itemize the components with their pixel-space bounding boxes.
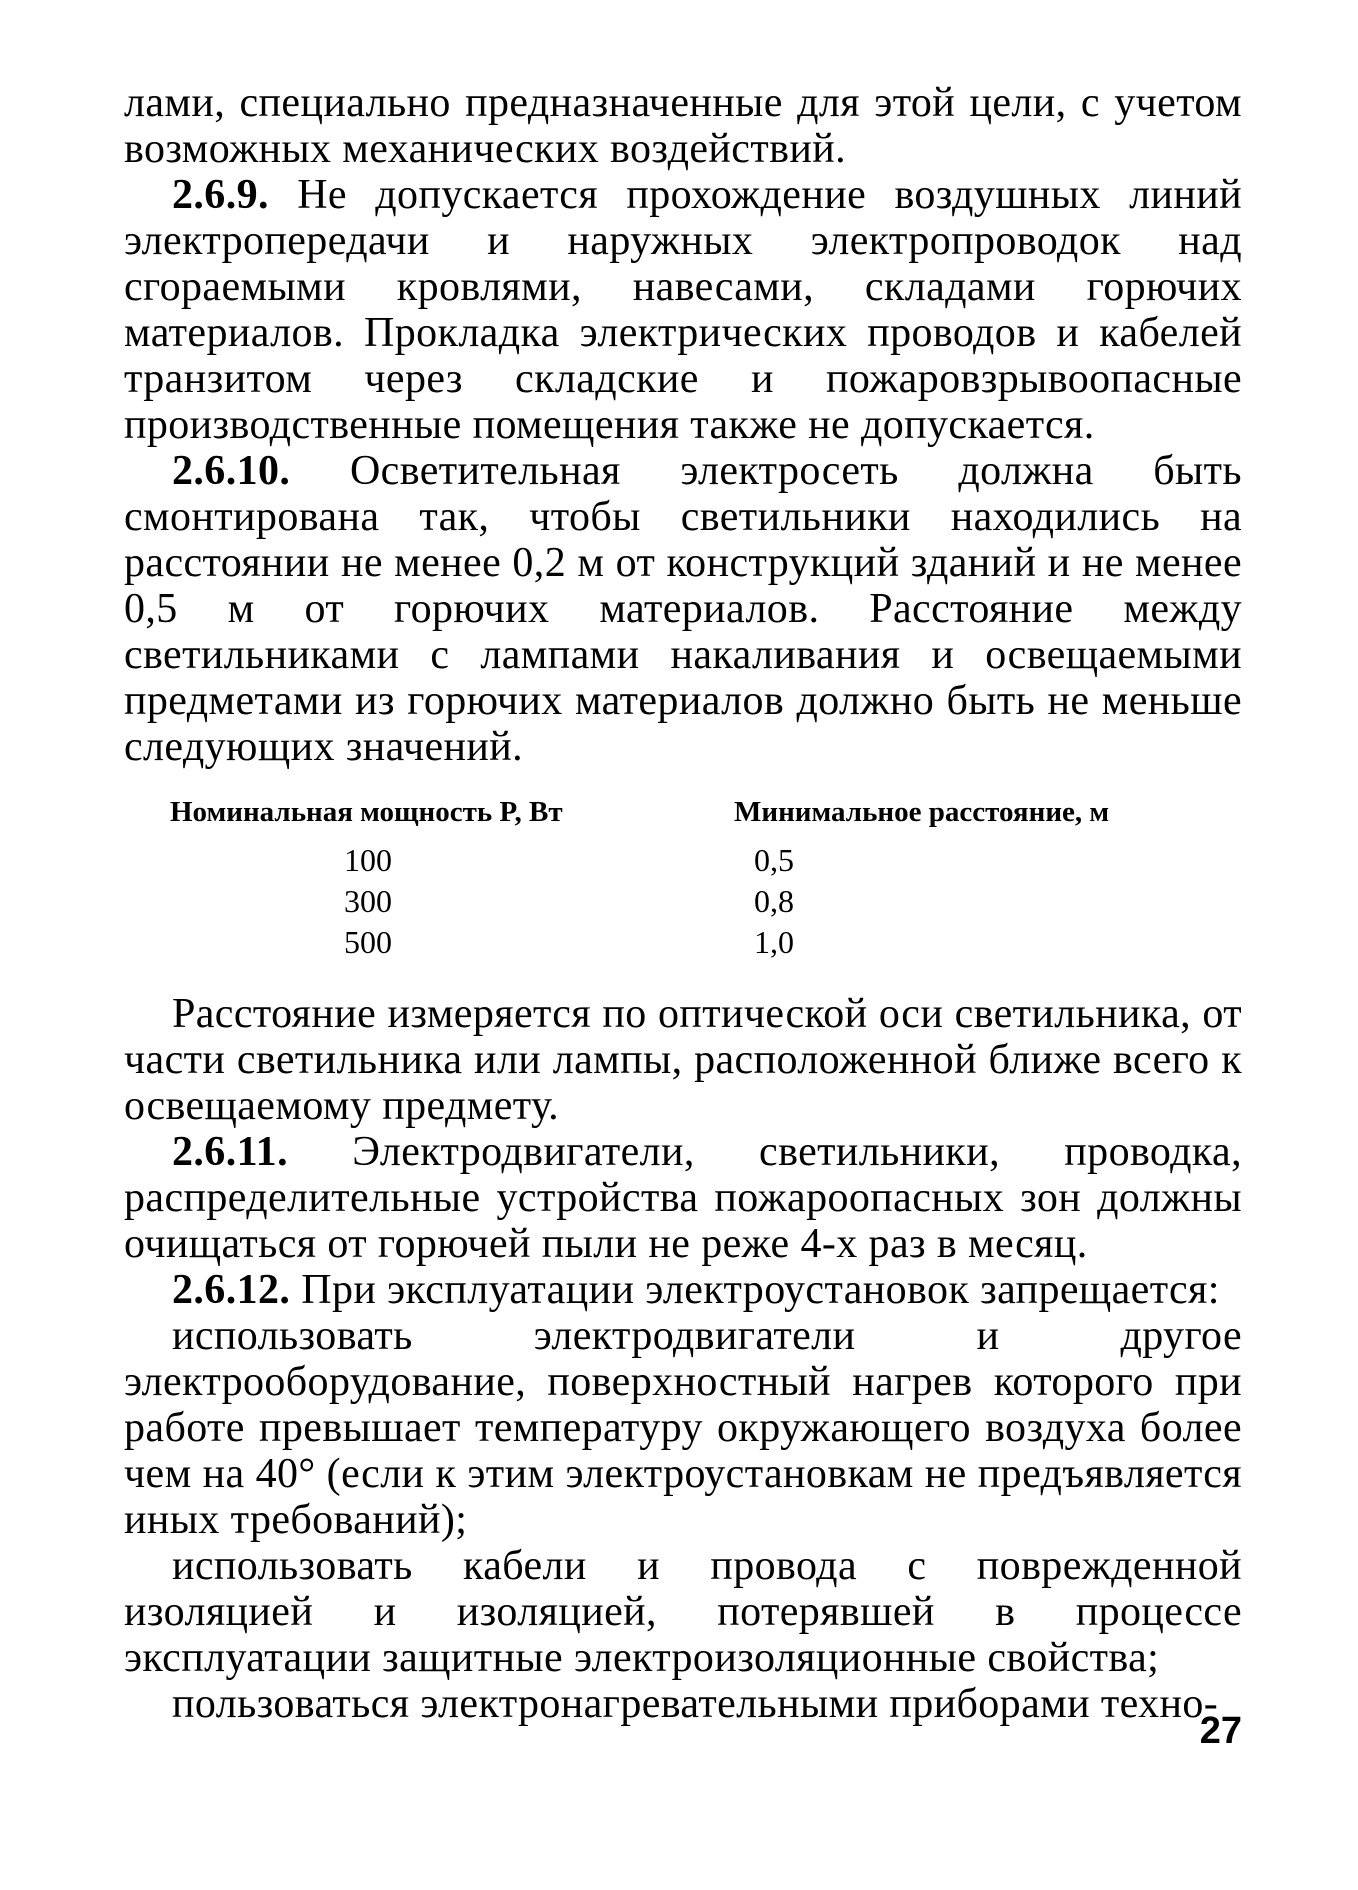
paragraph-2-6-11 [124,1129,1242,1267]
paragraph-text: Не допускается прохождение воздушных линий электропередачи и наружных электропроводок над сгораемыми кровлями, навесами, складами горючих материалов. Прокладка электрических проводов и кабелей транзитом через складские и пожаровзрывоопасные производственные помещения также не допускается. [124,172,1242,448]
table-row [124,842,1242,883]
paragraph-text: Осветительная электросеть должна быть смонтирована так, чтобы светильники находились на расстоянии не менее 0,2 м от конструкций зданий и не менее 0,5 м от горючих материалов. Расстояние между светильниками с лампами накаливания и освещаемыми предметами из горючих материалов должно быть не меньше следующих значений. [124,448,1242,770]
power-cell: 100 [344,842,392,878]
distance-cell: 0,8 [754,883,794,919]
paragraph-text: При эксплуатации электроустановок запрещается: [290,1267,1220,1313]
list-item [124,1543,1242,1681]
paragraph-2-6-9 [124,172,1242,448]
table-header [124,796,1242,836]
paragraph-text: Расстояние измеряется по оптической оси светильника, от части светильника или лампы, расположенной ближе всего к освещаемому предмету. [124,991,1242,1129]
clause-number: 2.6.9. [172,172,269,218]
paragraph-text: Электродвигатели, светильники, проводка, распределительные устройства пожароопасных зон должны очищаться от горючей пыли не реже 4-х раз в месяц. [124,1129,1242,1267]
paragraph-text: лами, специально предназначенные для этой цели, с учетом возможных механических воздействий. [124,80,1242,172]
paragraph-text: использовать электродвигатели и другое электрооборудование, поверхностный нагрев которого при работе превышает температуру окружающего воздуха более чем на 40° (если к этим электроустановкам не предъявляется иных требований); [124,1313,1242,1543]
table-body [124,842,1242,965]
power-cell: 500 [344,924,392,960]
paragraph-text: пользоваться электронагревательными приборами техно- [172,1681,1219,1727]
paragraph-2-6-10 [124,448,1242,770]
list-item [124,1681,1242,1727]
distance-cell: 1,0 [754,924,794,960]
paragraph-continuation [124,80,1242,172]
paragraph-2-6-12 [124,1267,1242,1313]
list-item [124,1313,1242,1543]
clause-number: 2.6.10. [172,448,291,494]
clause-number: 2.6.11. [172,1129,288,1175]
distance-cell: 0,5 [754,842,794,878]
page-number: 27 [1199,1710,1242,1752]
document-page [124,80,1242,1727]
paragraph-distance-note [124,991,1242,1129]
paragraph-text: использовать кабели и провода с поврежденной изоляцией и изоляцией, потерявшей в процессе эксплуатации защитные электроизоляционные свойства; [124,1543,1242,1681]
power-cell: 300 [344,883,392,919]
table-row [124,924,1242,965]
column-header-power: Номинальная мощность P, Вт [170,796,563,828]
column-header-distance: Минимальное расстояние, м [734,796,1110,828]
clause-number: 2.6.12. [172,1267,291,1313]
table-row [124,883,1242,924]
